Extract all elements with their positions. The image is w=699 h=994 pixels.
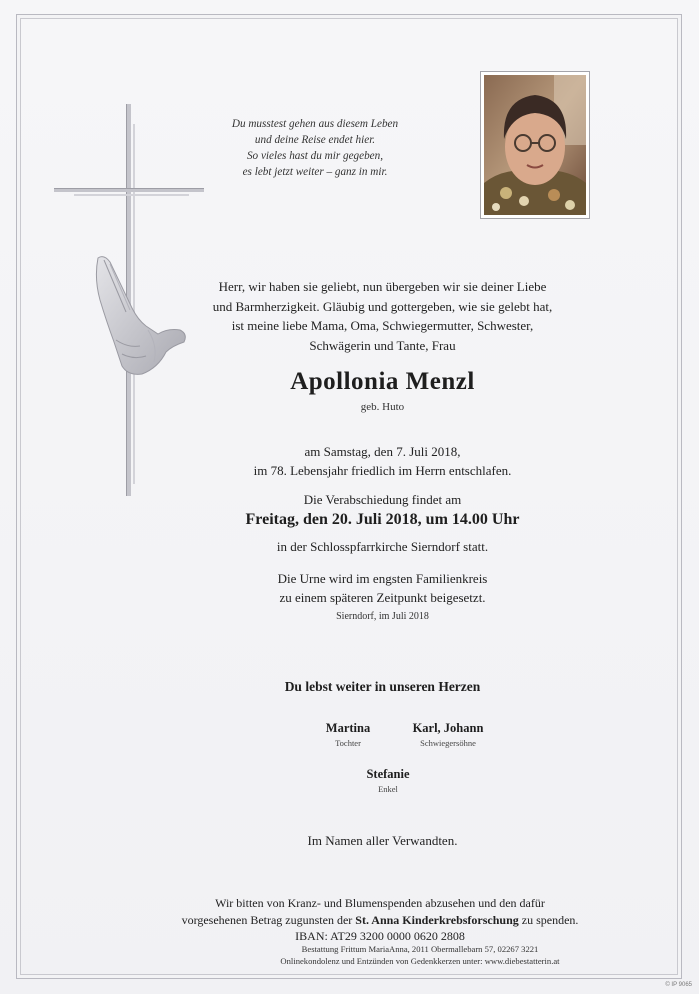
mourner-relation: Schwiegersöhne [420, 738, 476, 748]
death-line: am Samstag, den 7. Juli 2018, [304, 444, 461, 459]
portrait-photo [480, 71, 590, 219]
mourner-name: Stefanie [366, 767, 410, 781]
farewell-location: in der Schlosspfarrkirche Sierndorf statt. [276, 539, 489, 554]
mourner-entry [300, 721, 396, 748]
poem-line: So vieles hast du mir gegeben, [246, 150, 384, 162]
intro-text [160, 277, 605, 355]
request-text: vorgesehenen Betrag zugunsten der [181, 912, 356, 927]
poem-line: Du musstest gehen aus diesem Leben [231, 118, 399, 130]
place-date: Sierndorf, im Juli 2018 [336, 611, 429, 622]
motto: Du lebst weiter in unseren Herzen [284, 679, 481, 694]
mourner-name: Karl, Johann [412, 721, 484, 735]
request-line: Wir bitten von Kranz- und Blumenspenden abzusehen und den dafür [215, 896, 545, 910]
iban: IBAN: AT29 3200 0000 0620 2808 [295, 929, 465, 943]
deceased-name: Apollonia Menzl [290, 368, 475, 395]
intro-line: ist meine liebe Mama, Oma, Schwiegermutter, Schwester, [231, 318, 534, 333]
closing-line: Im Namen aller Verwandten. [307, 833, 458, 848]
template-code: © IP 9065 [665, 982, 692, 988]
poem [185, 116, 445, 180]
intro-line: Herr, wir haben sie geliebt, nun übergeben wir sie deiner Liebe [218, 279, 547, 294]
intro-line: Schwägerin und Tante, Frau [309, 337, 456, 353]
mourner-relation: Enkel [378, 784, 398, 794]
death-line: im 78. Lebensjahr friedlich im Herrn entschlafen. [253, 463, 512, 478]
undertaker-address: Bestattung Frittum MariaAnna, 2011 Obermallebarn 57, 02267 3221 [301, 944, 539, 954]
urn-notice [160, 569, 605, 607]
farewell-datetime: Freitag, den 20. Juli 2018, um 14.00 Uhr [245, 511, 520, 528]
urn-line: zu einem späteren Zeitpunkt beigesetzt. [279, 590, 486, 605]
charity-name: St. Anna Kinderkrebsforschung [355, 912, 519, 927]
intro-line: und Barmherzigkeit. Gläubig und gottergeben, wie sie gelebt hat, [212, 298, 553, 314]
farewell-intro: Die Verabschiedung findet am [303, 492, 462, 507]
donation-request [100, 895, 660, 945]
poem-line: es lebt jetzt weiter – ganz in mir. [242, 166, 388, 178]
undertaker-info [160, 944, 680, 967]
mourner-relation: Tochter [335, 738, 361, 748]
mourner-name: Martina [325, 721, 371, 735]
urn-line: Die Urne wird im engsten Familienkreis [277, 571, 488, 586]
portrait-image [484, 75, 586, 215]
mourner-entry [398, 721, 498, 748]
poem-line: und deine Reise endet hier. [254, 134, 376, 146]
request-text: zu spenden. [518, 912, 579, 927]
mourner-entry [340, 767, 436, 794]
request-line [100, 912, 660, 929]
death-notice [160, 442, 605, 480]
maiden-name: geb. Huto [360, 401, 405, 413]
undertaker-website: Onlinekondolenz und Entzünden von Gedenkkerzen unter: www.diebestatterin.at [280, 955, 560, 966]
